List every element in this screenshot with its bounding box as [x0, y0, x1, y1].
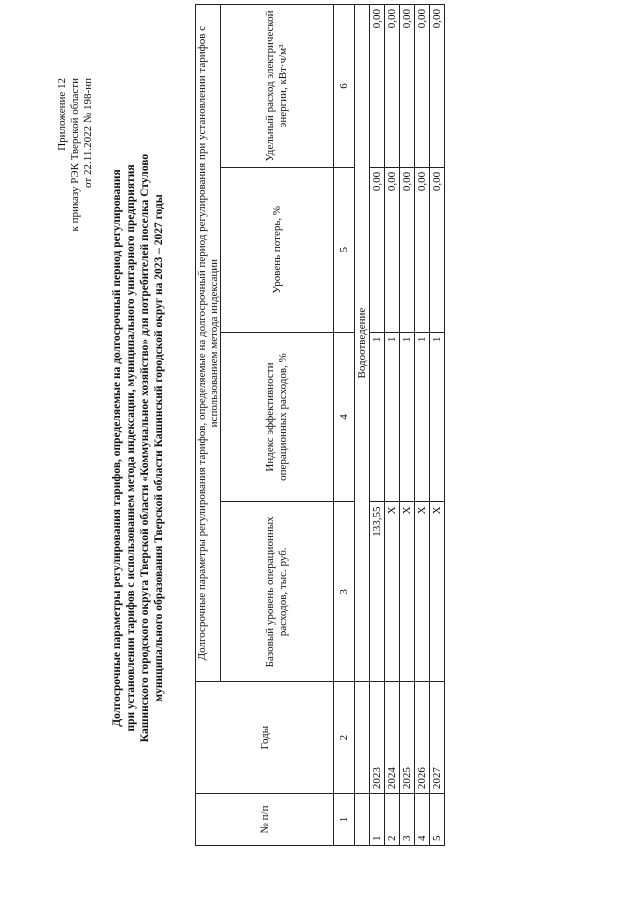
parameters-table — [195, 4, 445, 846]
appendix-note — [56, 78, 95, 232]
row-index: 1 — [385, 332, 400, 502]
row-energy: 0,00 — [370, 5, 385, 168]
row-index: 1 — [400, 332, 415, 502]
header-group: Долгосрочные параметры регулирования тарифов, определяемые на долгосрочный период регулирования при установлении тарифов с использованием метода индексации — [196, 5, 221, 682]
row-number: 2 — [385, 794, 400, 846]
row-loss: 0,00 — [385, 167, 400, 332]
column-number: 6 — [334, 5, 355, 168]
header-year: Годы — [196, 682, 334, 794]
table-row — [385, 5, 400, 846]
row-energy: 0,00 — [430, 5, 445, 168]
section-spacer — [355, 794, 370, 846]
row-year: 2027 — [430, 682, 445, 794]
row-year: 2026 — [415, 682, 430, 794]
row-base: Х — [415, 502, 430, 682]
title-line-3: Кашинского городского округа Тверской области «Коммунальное хозяйство» для потребителей поселка Стулово — [139, 153, 151, 743]
row-number: 1 — [370, 794, 385, 846]
appendix-line-3: от 22.11.2022 № 198-нп — [82, 78, 94, 188]
row-base: 133,55 — [370, 502, 385, 682]
row-energy: 0,00 — [415, 5, 430, 168]
row-number: 5 — [430, 794, 445, 846]
row-index: 1 — [370, 332, 385, 502]
column-number: 1 — [334, 794, 355, 846]
column-number: 5 — [334, 167, 355, 332]
row-number: 3 — [400, 794, 415, 846]
table-row — [430, 5, 445, 846]
row-base: Х — [400, 502, 415, 682]
appendix-line-1: Приложение 12 — [56, 78, 68, 151]
document-title — [110, 58, 166, 838]
row-base: Х — [430, 502, 445, 682]
title-line-1: Долгосрочные параметры регулирования тарифов, определяемые на долгосрочный период регулирования — [111, 169, 123, 727]
row-energy: 0,00 — [385, 5, 400, 168]
column-number: 2 — [334, 682, 355, 794]
row-loss: 0,00 — [430, 167, 445, 332]
appendix-line-2: к приказу РЭК Тверской области — [69, 78, 81, 232]
row-base: Х — [385, 502, 400, 682]
row-year: 2024 — [385, 682, 400, 794]
table-row — [400, 5, 415, 846]
row-year: 2023 — [370, 682, 385, 794]
row-year: 2025 — [400, 682, 415, 794]
column-number: 3 — [334, 502, 355, 682]
header-number: № п/п — [196, 794, 334, 846]
section-spacer — [355, 682, 370, 794]
row-loss: 0,00 — [415, 167, 430, 332]
title-line-2: при установлении тарифов с использованием метода индексации, муниципального унитарного предприятия — [125, 164, 137, 732]
row-number: 4 — [415, 794, 430, 846]
row-index: 1 — [430, 332, 445, 502]
header-base-level: Базовый уровень операционных расходов, тыс. руб. — [221, 502, 334, 682]
row-loss: 0,00 — [400, 167, 415, 332]
section-title: Водоотведение — [355, 5, 370, 682]
row-loss: 0,00 — [370, 167, 385, 332]
header-efficiency-index: Индекс эффективности операционных расходов, % — [221, 332, 334, 502]
row-energy: 0,00 — [400, 5, 415, 168]
title-line-4: муниципального образования Тверской области Кашинский городской округ на 2023 – 2027 годы — [153, 194, 165, 702]
column-number: 4 — [334, 332, 355, 502]
table-row — [370, 5, 385, 846]
header-energy-consumption: Удельный расход электрической энергии, кВт·ч/м³ — [221, 5, 334, 168]
header-loss-level: Уровень потерь, % — [221, 167, 334, 332]
row-index: 1 — [415, 332, 430, 502]
table-row — [415, 5, 430, 846]
